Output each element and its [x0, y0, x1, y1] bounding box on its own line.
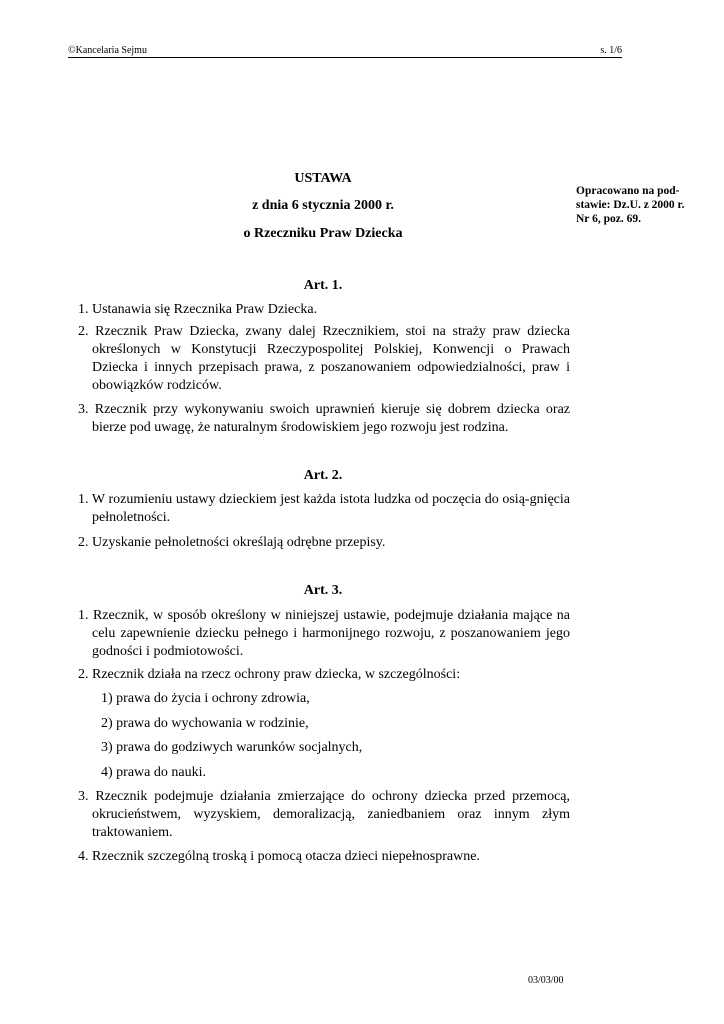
article-3-paragraph-4: 4. Rzecznik szczególną troską i pomocą otacza dzieci niepełnosprawne. [78, 849, 480, 864]
article-3-paragraph-2: 2. Rzecznik działa na rzecz ochrony praw dziecka, w szczególności: [78, 667, 461, 682]
article-1-paragraph-3: 3. Rzecznik przy wykonywaniu swoich uprawnień kieruje się dobrem dziecka oraz bierze pod uwagę, że naturalnym środowiskiem jego rozwoju jest rodzina. [78, 402, 570, 435]
page-header [68, 44, 622, 58]
article-3-list-item: 2) prawa do wychowania w rodzinie, [101, 716, 309, 731]
article-2-paragraph-2: 2. Uzyskanie pełnoletności określają odrębne przepisy. [78, 535, 386, 550]
document-date: z dnia 6 stycznia 2000 r. [252, 198, 394, 213]
article-2-paragraph-1: 1. W rozumieniu ustawy dzieckiem jest każda istota ludzka od poczęcia do osią-gnięcia pełnoletności. [78, 492, 570, 525]
article-3-list-item: 1) prawa do życia i ochrony zdrowia, [101, 691, 310, 706]
article-1-heading: Art. 1. [303, 278, 343, 293]
footer-date: 03/03/00 [528, 975, 564, 986]
source-note: Opracowano na pod-stawie: Dz.U. z 2000 r. Nr 6, poz. 69. [576, 185, 685, 225]
article-1-paragraph-1: 1. Ustanawia się Rzecznika Praw Dziecka. [78, 302, 318, 317]
article-3-paragraph-1: 1. Rzecznik, w sposób określony w niniejszej ustawie, podejmuje działania mające na celu zapewnienie dziecku pełnego i harmonijnego rozwoju, z poszanowaniem jego godności i podmiotowości. [78, 608, 570, 659]
article-3-paragraph-3: 3. Rzecznik podejmuje działania zmierzające do ochrony dziecka przed przemocą, okrucieństwem, wyzyskiem, demoralizacją, zaniedbaniem oraz innym złym traktowaniem. [78, 789, 570, 840]
article-2-heading: Art. 2. [303, 468, 343, 483]
document-type: USTAWA [294, 171, 352, 186]
article-1-paragraph-2: 2. Rzecznik Praw Dziecka, zwany dalej Rzecznikiem, stoi na straży praw dziecka określonych w Konstytucji Rzeczypospolitej Polskiej, Konwencji o Prawach Dziecka i innych przepisach prawa, z poszanowaniem odpowiedzialności, praw i obowiązków rodziców. [78, 324, 570, 393]
document-subject: o Rzeczniku Praw Dziecka [243, 226, 403, 241]
article-3-list-item: 3) prawa do godziwych warunków socjalnych, [101, 740, 363, 755]
publisher-label: ©Kancelaria Sejmu [68, 45, 147, 56]
page-number: s. 1/6 [600, 45, 622, 56]
article-3-heading: Art. 3. [303, 583, 343, 598]
article-3-list-item: 4) prawa do nauki. [101, 765, 206, 780]
